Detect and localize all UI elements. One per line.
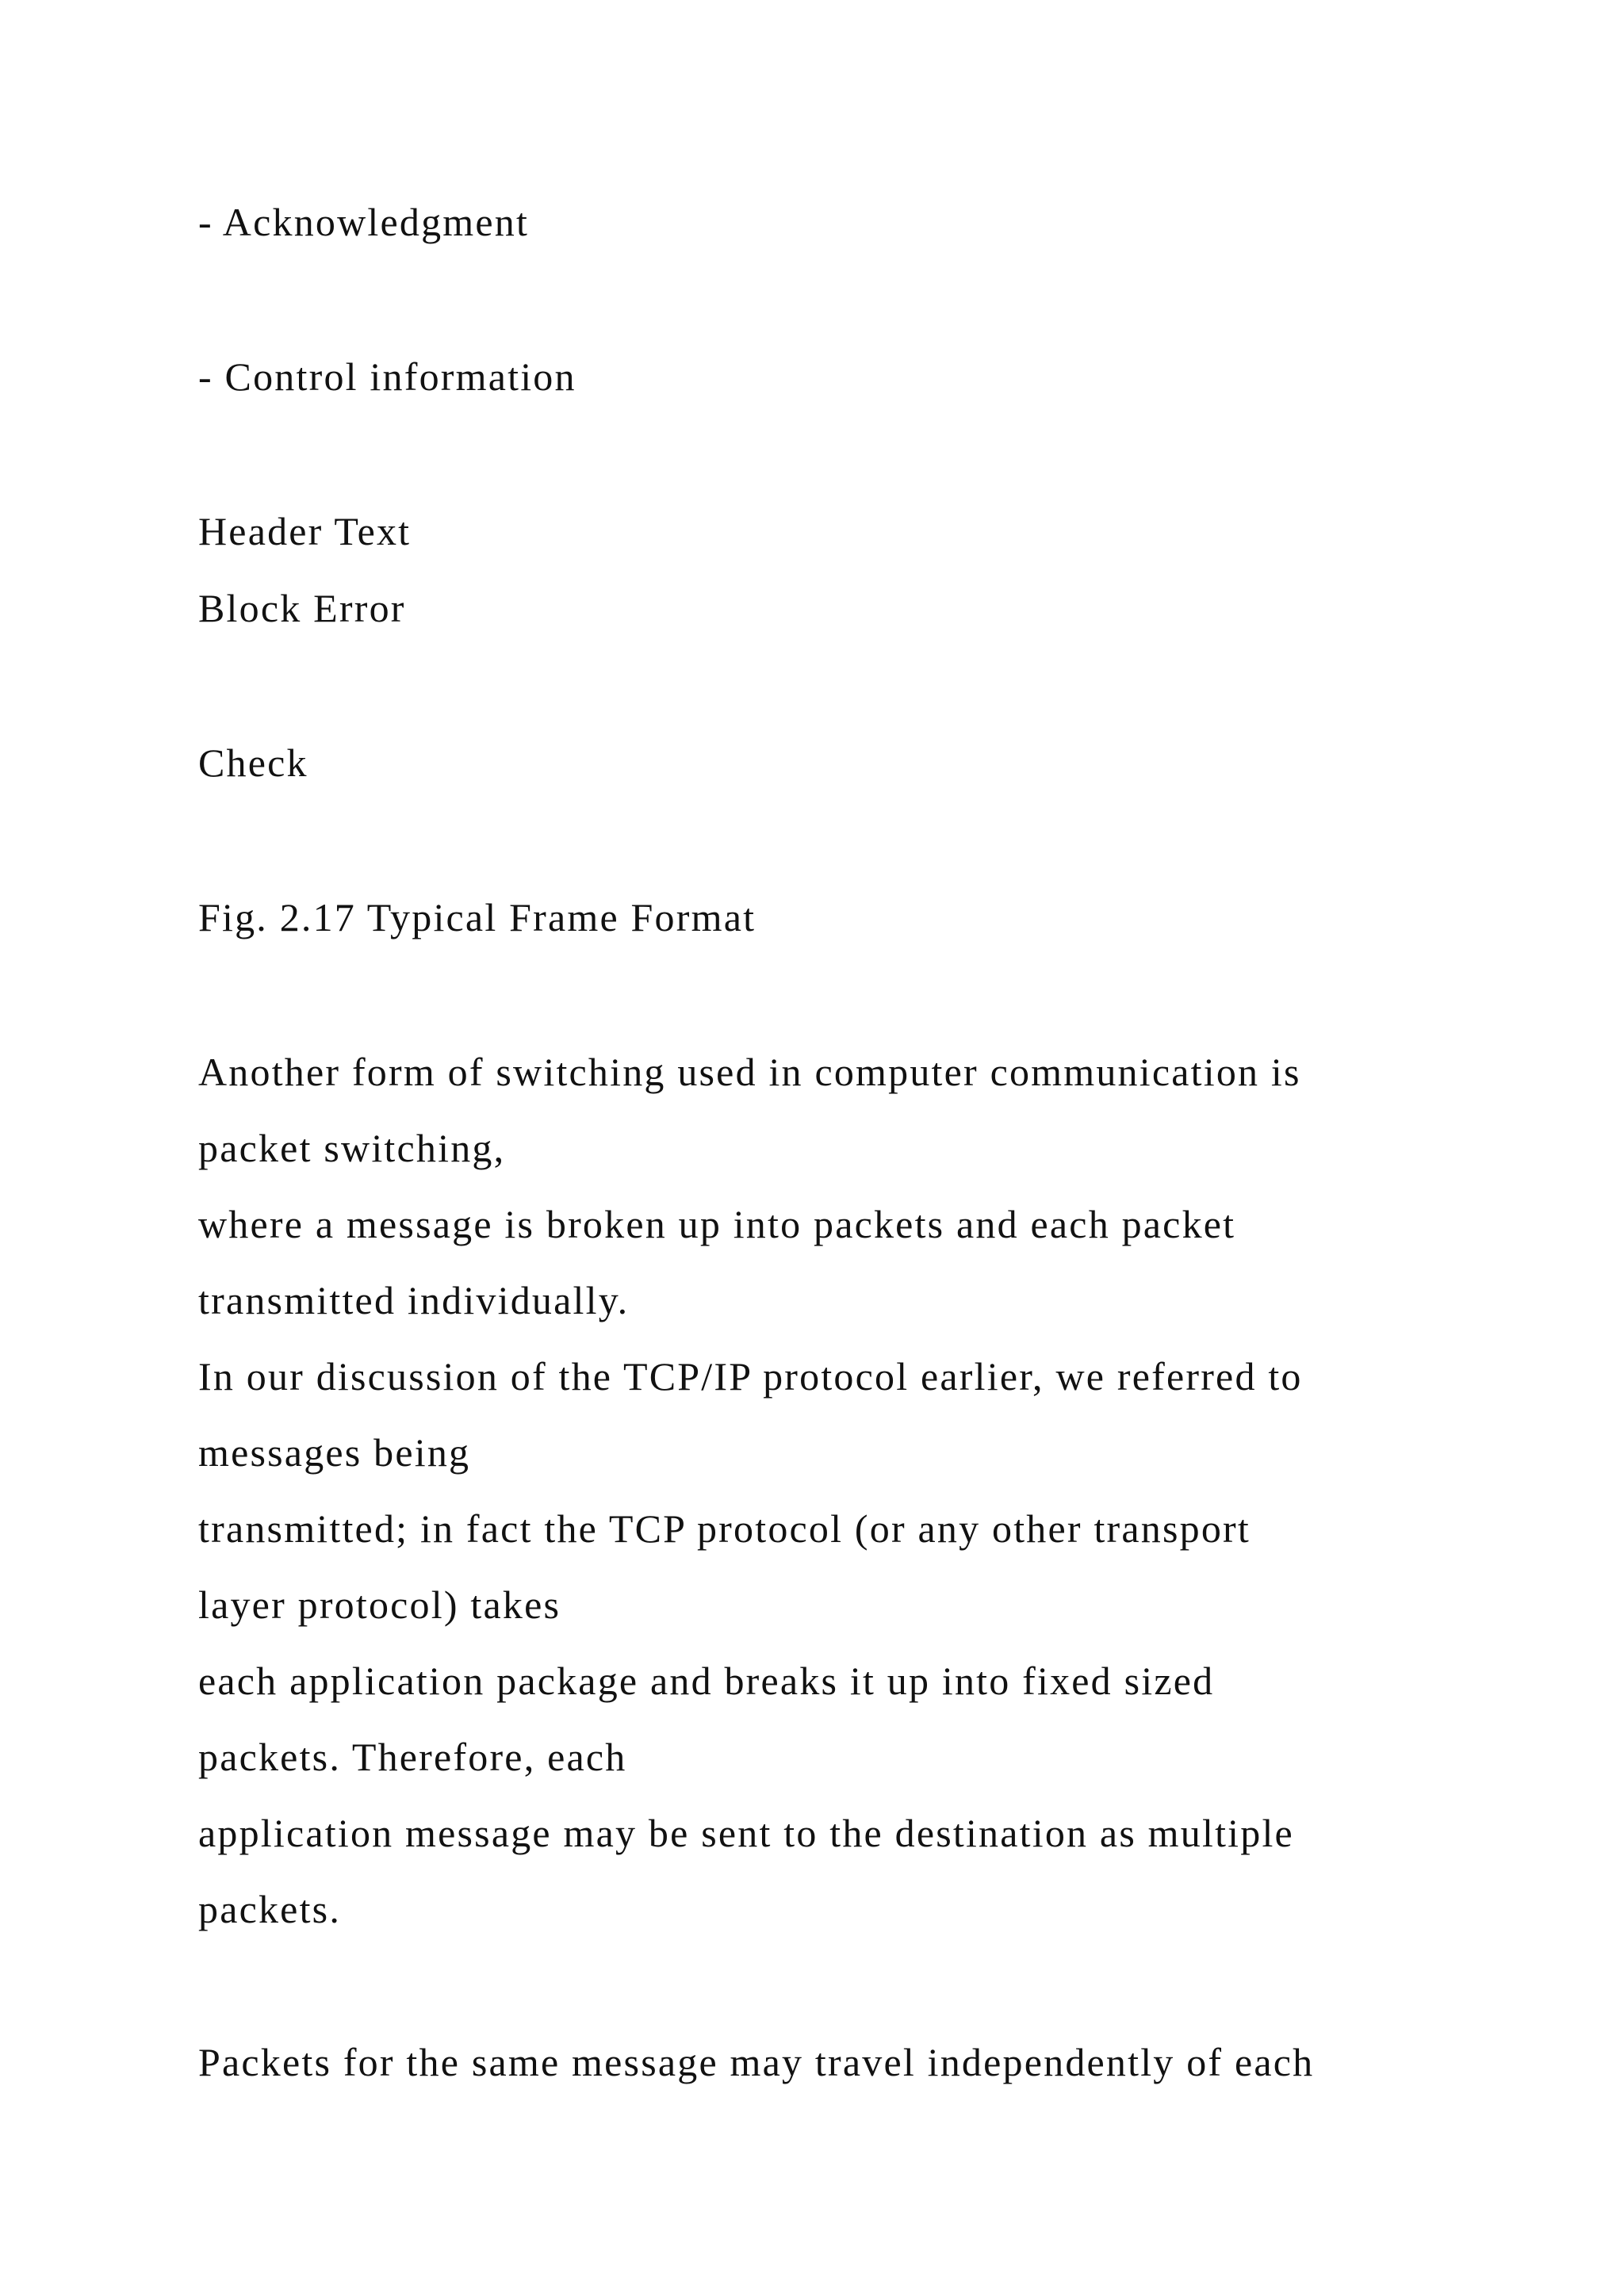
paragraph-line: each application package and breaks it up into fixed sized [198, 1659, 1215, 1703]
paragraph-line: packet switching, [198, 1126, 506, 1170]
figure-caption: Fig. 2.17 Typical Frame Format [198, 895, 756, 939]
list-item-control-information: - Control information [198, 354, 576, 399]
paragraph-line: where a message is broken up into packets and each packet [198, 1202, 1236, 1246]
paragraph-line: packets. [198, 1887, 342, 1931]
paragraph-line: application message may be sent to the destination as multiple [198, 1811, 1294, 1855]
paragraph-line: In our discussion of the TCP/IP protocol earlier, we referred to [198, 1354, 1303, 1399]
paragraph-line: layer protocol) takes [198, 1582, 561, 1627]
frame-label-header-text: Header Text [198, 509, 412, 553]
paragraph-line: packets. Therefore, each [198, 1735, 627, 1779]
paragraph-line: messages being [198, 1430, 471, 1475]
frame-label-check: Check [198, 740, 308, 785]
paragraph-line: Another form of switching used in computer communication is [198, 1050, 1301, 1094]
paragraph-line: Packets for the same message may travel independently of each [198, 2040, 1315, 2084]
paragraph-line: transmitted individually. [198, 1278, 630, 1322]
list-item-acknowledgment: - Acknowledgment [198, 200, 530, 244]
frame-label-block-error: Block Error [198, 586, 406, 630]
paragraph-line: transmitted; in fact the TCP protocol (or any other transport [198, 1506, 1251, 1551]
